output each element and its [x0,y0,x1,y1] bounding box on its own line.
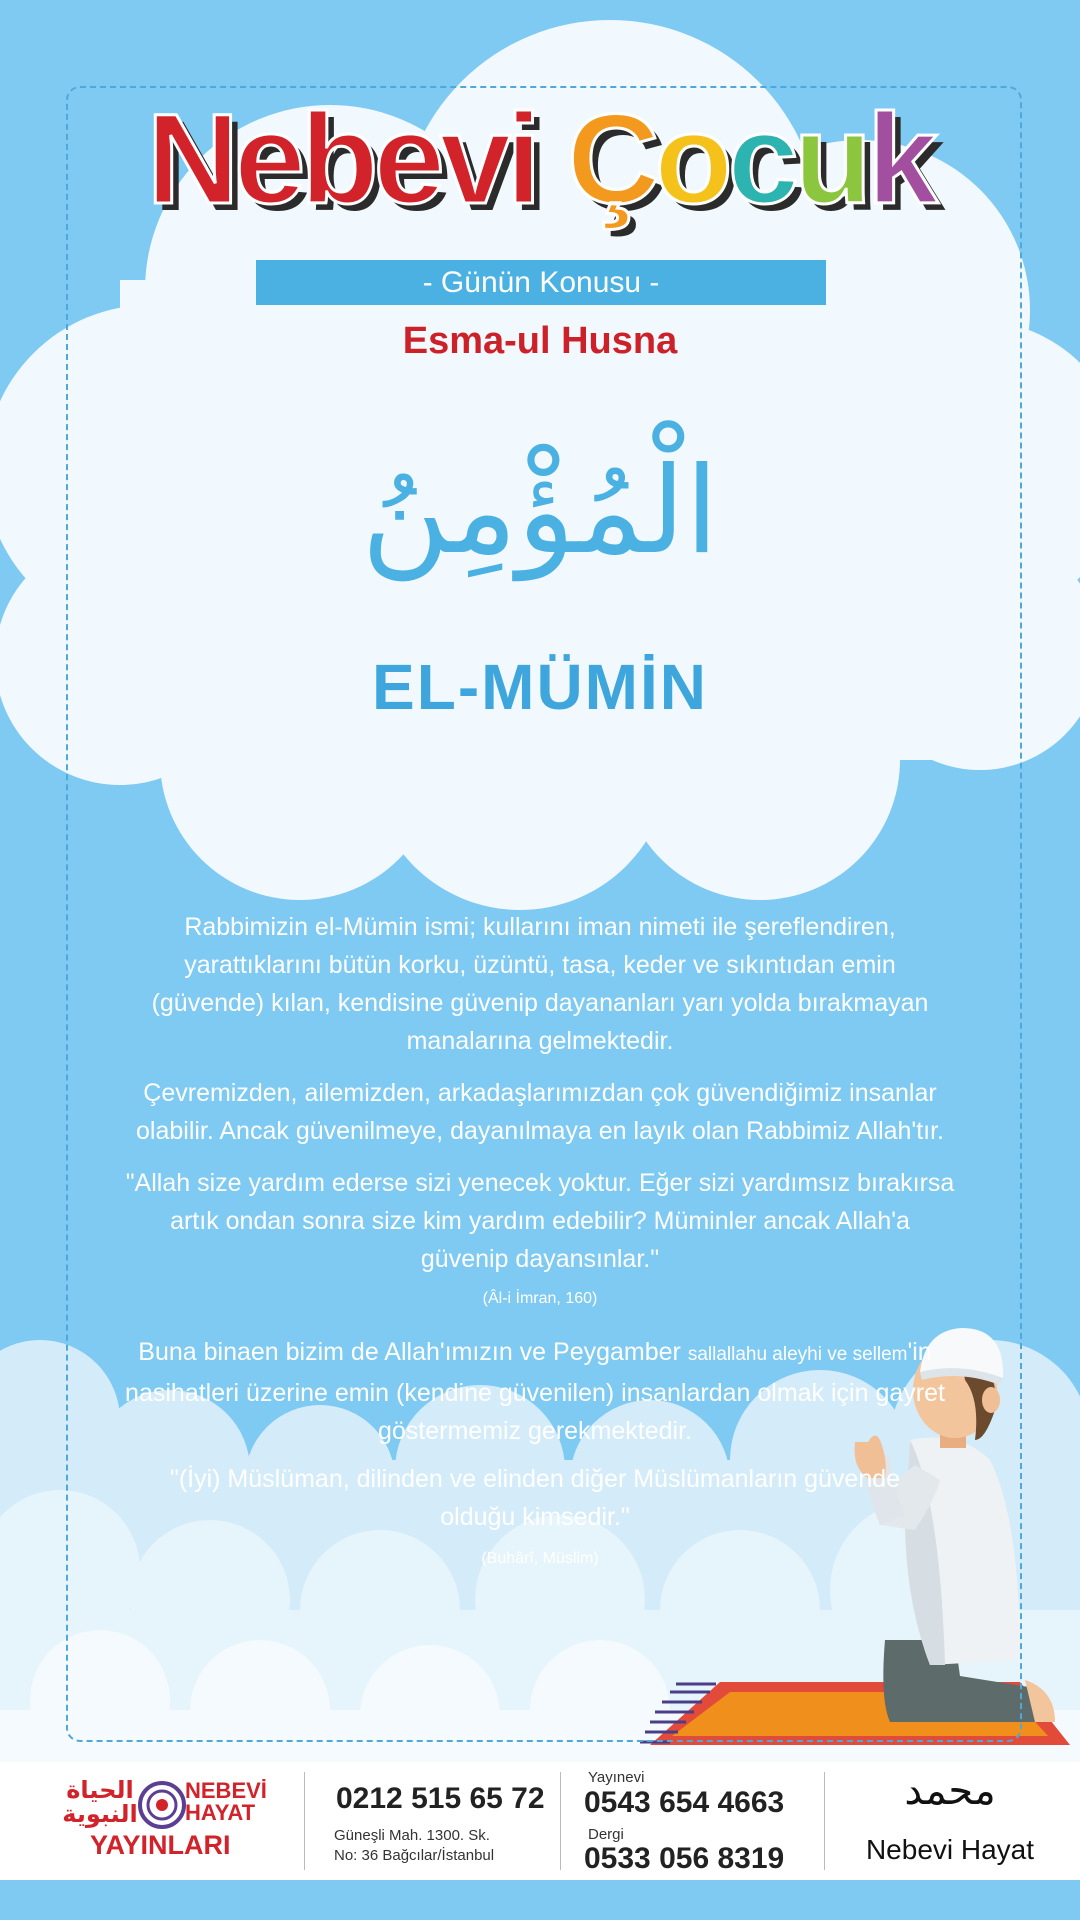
paragraph-3-start: Buna binaen bizim de Allah'ımızın ve Peygamber [138,1338,688,1366]
publisher-name-line3: YAYINLARI [90,1830,231,1860]
nebevi-cocuk-logo [0,88,1080,231]
arabic-name: الْمُؤْمِنُ [361,442,719,581]
publisher-logo [45,1778,275,1868]
subtitle: Esma-ul Husna [402,320,678,362]
footer-divider-1 [304,1772,305,1870]
topic-name: EL-MÜMİN [372,651,708,723]
paragraph-2: Çevremizden, ailemizden, arkadaşlarımızdan çok güvendiğimiz insanlar olabilir. Ancak güvenilmeye, dayanılmaya en layık olan Rabbimiz Allah'tır. [136,1079,944,1145]
logo-letter-c: Ç [567,88,655,231]
logo-letter-k: k [867,88,934,231]
logo-letter-c2: c [727,88,794,231]
quote-2: "(İyi) Müslüman, dilinden ve elinden diğer Müslümanların güvende olduğu kimsedir." [169,1465,901,1531]
paragraph-3-honorific: sallallahu aleyhi ve sellem [687,1344,908,1365]
brand-name: Nebevi Hayat [865,1834,1035,1865]
logo-letter-o: o [654,88,728,231]
citation-1: (Âl-i İmran, 160) [482,1290,598,1307]
main-phone: 0212 515 65 72 [336,1782,545,1815]
footer-divider-3 [824,1772,825,1870]
paragraph-1: Rabbimizin el-Mümin ismi; kullarını iman nimeti ile şereflendiren, yarattıklarını bütün korku, üzüntü, tasa, keder ve sıkıntıdan emin (güvende) kılan, kendisine güvenip dayananları yarı yolda bırakmayan manalarına gelmektedir. [151,913,929,1055]
dergi-phone: 0533 056 8319 [584,1842,785,1875]
publisher-name-line2: HAYAT [185,1800,256,1825]
dergi-label: Dergi [588,1826,624,1843]
publisher-emblem-icon [137,1780,187,1830]
footer [0,1762,1080,1880]
address-line-1: Güneşli Mah. 1300. Sk. [334,1827,490,1844]
logo-word-nebevi: Nebevi [146,88,537,231]
publisher-name-line1: NEBEVİ [185,1778,267,1803]
footer-divider-2 [560,1772,561,1870]
paragraph-3 [120,1333,950,1450]
logo-letter-u: u [793,88,868,231]
citation-2: (Buhârî, Müslim) [481,1550,599,1567]
yayinevi-label: Yayınevi [588,1769,645,1786]
address-line-2: No: 36 Bağcılar/İstanbul [334,1847,495,1864]
quote-1: "Allah size yardım ederse sizi yenecek yoktur. Eğer sizi yardımsız bırakırsa artık ondan sonra size kim yardım edebilir? Müminler ancak Allah'a güvenip dayansınlar." [125,1169,955,1273]
yayinevi-phone: 0543 654 4663 [584,1786,785,1819]
brand-calligraphy: محمد [904,1768,996,1814]
paragraph-3-end: 'in nasihatleri üzerine emin (kendine güvenilen) insanlardan olmak için gayret göstermemiz gerekmektedir. [125,1338,945,1445]
publisher-arabic: الحياة النبوية [62,1776,138,1828]
topic-banner: - Günün Konusu - [256,260,826,305]
